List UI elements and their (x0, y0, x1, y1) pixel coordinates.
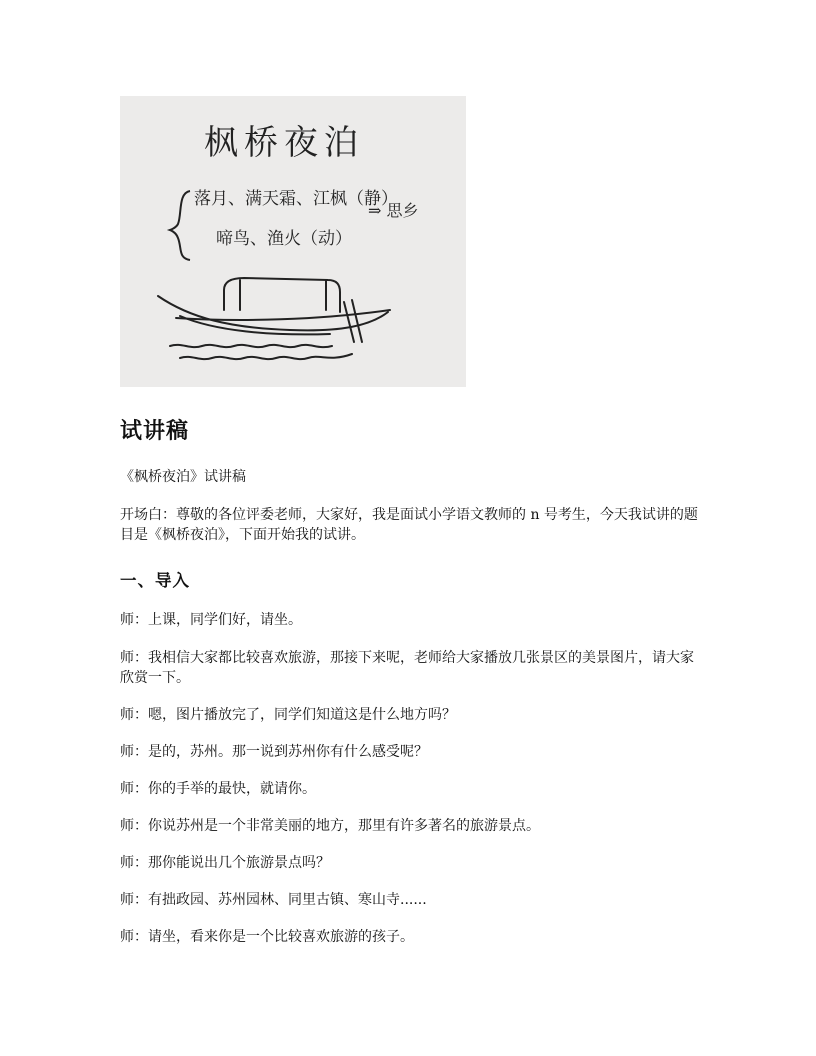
sketch-title: 枫桥夜泊 (204, 123, 364, 163)
opening-paragraph: 开场白：尊敬的各位评委老师，大家好，我是面试小学语文教师的 n 号考生，今天我试讲的题目是《枫桥夜泊》，下面开始我的试讲。 (120, 507, 698, 543)
dialogue-line: 师：我相信大家都比较喜欢旅游，那接下来呢，老师给大家播放几张景区的美景图片，请大家欣赏一下。 (120, 650, 694, 686)
sketch-line-2: 啼鸟、渔火（动） (216, 229, 352, 249)
dialogue-line: 师：那你能说出几个旅游景点吗？ (120, 855, 330, 871)
page-heading: 试讲稿 (120, 419, 190, 444)
dialogue-line: 师：你说苏州是一个非常美丽的地方，那里有许多著名的旅游景点。 (120, 818, 540, 834)
sketch-line-1: 落月、满天霜、江枫（静） (194, 189, 398, 209)
dialogue-line: 师：请坐，看来你是一个比较喜欢旅游的孩子。 (120, 929, 414, 945)
dialogue-line: 师：是的，苏州。那一说到苏州你有什么感受呢？ (120, 744, 428, 760)
dialogue-line: 师：上课，同学们好，请坐。 (120, 612, 302, 628)
dialogue-line: 师：嗯，图片播放完了，同学们知道这是什么地方吗？ (120, 707, 456, 723)
section-heading-intro: 一、导入 (120, 571, 190, 590)
dialogue-line: 师：有拙政园、苏州园林、同里古镇、寒山寺...... (120, 892, 427, 908)
dialogue-line: 师：你的手举的最快，就请你。 (120, 781, 316, 797)
handwritten-sketch (120, 96, 466, 387)
sketch-photo (120, 96, 466, 387)
sketch-result: ⇒ 思乡 (368, 201, 419, 220)
boat-drawing (158, 278, 390, 359)
document-subtitle: 《枫桥夜泊》试讲稿 (120, 469, 246, 485)
curly-brace (170, 191, 190, 260)
